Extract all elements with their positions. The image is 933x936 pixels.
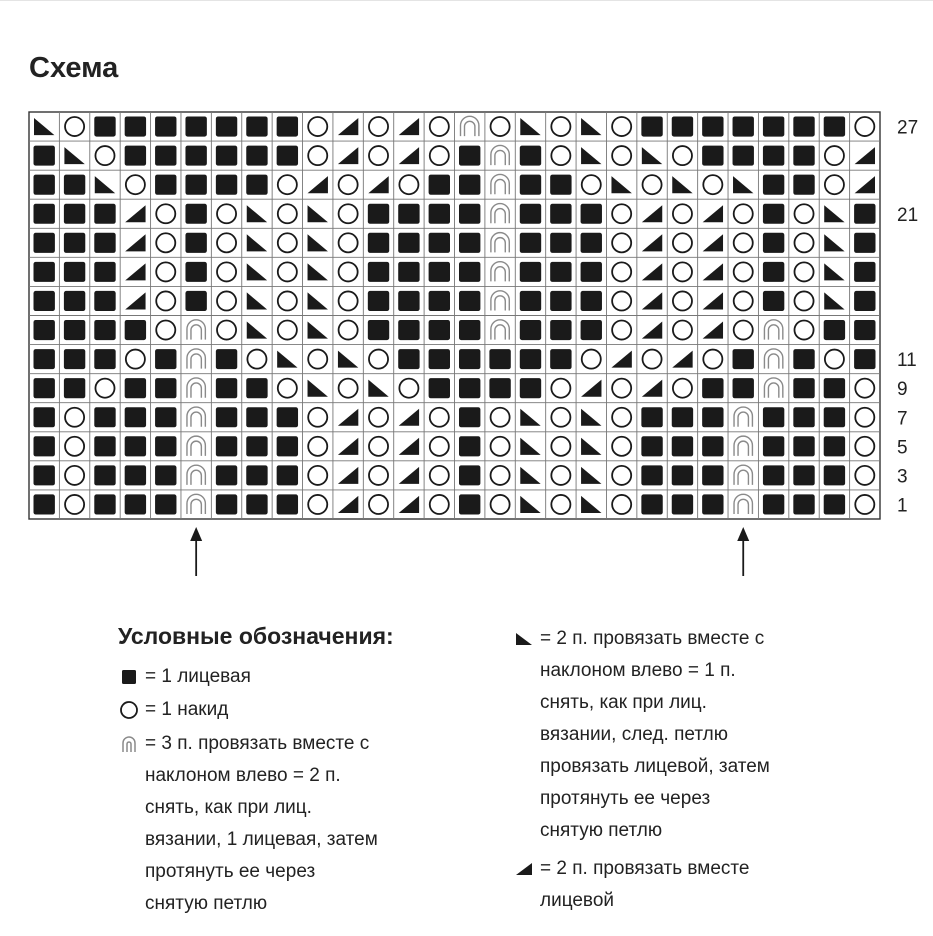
knit-square-icon	[64, 175, 85, 195]
knit-square-icon	[94, 117, 115, 137]
knit-square-icon	[34, 204, 55, 224]
knit-square-icon	[520, 233, 541, 253]
knit-square-icon	[246, 436, 267, 456]
knit-square-icon	[94, 407, 115, 427]
knit-square-icon	[368, 204, 389, 224]
knit-square-icon	[64, 204, 85, 224]
knit-square-icon	[246, 175, 267, 195]
arrow-head	[737, 527, 749, 541]
knit-square-icon	[185, 146, 206, 166]
knit-square-icon	[763, 407, 784, 427]
knit-square-icon	[702, 465, 723, 485]
knit-square-icon	[64, 233, 85, 253]
knit-square-icon	[64, 320, 85, 340]
knit-square-icon	[550, 233, 571, 253]
knit-square-icon	[763, 436, 784, 456]
knit-square-icon	[550, 320, 571, 340]
knit-square-icon	[34, 465, 55, 485]
knit-square-icon	[824, 465, 845, 485]
knit-square-icon	[824, 117, 845, 137]
knit-square-icon	[125, 320, 146, 340]
row-number: 3	[897, 466, 908, 488]
knit-square-icon	[702, 378, 723, 398]
arrow-head	[190, 527, 202, 541]
yarn-over-circle-icon	[118, 694, 140, 726]
knit-square-icon	[34, 436, 55, 456]
knit-square-icon	[216, 494, 237, 514]
knit-square-icon	[793, 117, 814, 137]
knit-square-icon	[459, 349, 480, 369]
knit-square-icon	[520, 204, 541, 224]
knit-square-icon	[185, 175, 206, 195]
knit-square-icon	[581, 204, 602, 224]
knit-square-icon	[520, 175, 541, 195]
knit-square-icon	[702, 436, 723, 456]
knit-square-icon	[429, 349, 450, 369]
knit-square-icon	[793, 465, 814, 485]
knit-square-icon	[429, 175, 450, 195]
knit-square-icon	[155, 175, 176, 195]
knit-square-icon	[94, 494, 115, 514]
knit-square-icon	[641, 465, 662, 485]
knit-square-icon	[520, 378, 541, 398]
knit-square-icon	[550, 204, 571, 224]
knit-square-icon	[398, 204, 419, 224]
row-number: 21	[897, 204, 919, 226]
knit-square-icon	[125, 465, 146, 485]
knit-square-icon	[34, 262, 55, 282]
knit-square-icon	[246, 494, 267, 514]
knit-square-icon	[216, 436, 237, 456]
knit-square-icon	[489, 349, 510, 369]
knit-square-icon	[520, 291, 541, 311]
knit-square-icon	[702, 494, 723, 514]
knit-square-icon	[672, 465, 693, 485]
knit-square-icon	[733, 378, 754, 398]
knit-square-icon	[277, 436, 298, 456]
knit-square-icon	[702, 407, 723, 427]
knit-square-icon	[94, 204, 115, 224]
knit-square-icon	[125, 407, 146, 427]
knit-square-icon	[246, 407, 267, 427]
knit-square-icon	[155, 465, 176, 485]
knit-square-icon	[368, 233, 389, 253]
knit-square-icon	[793, 494, 814, 514]
row-number: 5	[897, 437, 908, 459]
knit-square-icon	[459, 436, 480, 456]
knit-square-icon	[64, 349, 85, 369]
knit-square-icon	[459, 175, 480, 195]
knit-square-icon	[672, 117, 693, 137]
knit-square-icon	[398, 233, 419, 253]
knit-square-icon	[854, 291, 875, 311]
row-number: 9	[897, 379, 908, 401]
knit-square-icon	[277, 146, 298, 166]
knit-square-icon	[155, 349, 176, 369]
row-number: 11	[897, 350, 917, 372]
legend-text-arch: = 3 п. провязать вместе с наклоном влево = 2 п. снять, как при лиц. вязании, 1 лицевая, затем протянуть ее через снятую петлю	[145, 733, 378, 914]
knit-square-icon	[733, 117, 754, 137]
knit-square-icon	[550, 262, 571, 282]
page-title: Схема	[29, 52, 119, 84]
knit-square-icon	[763, 146, 784, 166]
knit-square-icon	[763, 233, 784, 253]
knit-square-icon	[34, 378, 55, 398]
knit-square-icon	[581, 233, 602, 253]
knit-square-icon	[368, 291, 389, 311]
knit-square-icon	[125, 378, 146, 398]
knit-square-icon	[793, 146, 814, 166]
knit-square-icon	[581, 291, 602, 311]
legend-text-knit: = 1 лицевая	[145, 666, 251, 687]
knit-square-icon	[733, 349, 754, 369]
knit-square-icon	[763, 204, 784, 224]
row-number: 1	[897, 495, 908, 517]
row-number: 7	[897, 408, 908, 430]
up-arrow-icon	[737, 527, 749, 576]
knit-square-icon	[763, 262, 784, 282]
knit-square-icon	[824, 494, 845, 514]
knit-square-icon	[672, 436, 693, 456]
knit-square-icon	[520, 349, 541, 369]
knit-square-icon	[459, 320, 480, 340]
knit-square-icon	[246, 146, 267, 166]
legend-item-right-slant	[513, 853, 749, 917]
knit-square-icon	[94, 349, 115, 369]
knit-square-icon	[398, 262, 419, 282]
knit-square-icon	[34, 233, 55, 253]
knit-square-icon	[118, 661, 140, 693]
knit-square-icon	[641, 117, 662, 137]
knit-square-icon	[641, 407, 662, 427]
knit-square-icon	[277, 494, 298, 514]
knit-square-icon	[763, 291, 784, 311]
knit-square-icon	[185, 291, 206, 311]
legend-item-left-slant	[513, 623, 770, 847]
knit-square-icon	[368, 262, 389, 282]
knit-square-icon	[94, 436, 115, 456]
knit-square-icon	[216, 117, 237, 137]
knit-square-icon	[854, 320, 875, 340]
knit-square-icon	[125, 117, 146, 137]
knit-square-icon	[94, 465, 115, 485]
knit-square-icon	[550, 291, 571, 311]
knit-square-icon	[520, 146, 541, 166]
knit-square-icon	[277, 407, 298, 427]
knit-square-icon	[185, 233, 206, 253]
knit-square-icon	[793, 436, 814, 456]
knit-square-icon	[520, 262, 541, 282]
knit-square-icon	[246, 465, 267, 485]
knit-square-icon	[155, 436, 176, 456]
knit-square-icon	[429, 204, 450, 224]
knit-square-icon	[94, 291, 115, 311]
knit-square-icon	[368, 320, 389, 340]
row-number: 27	[897, 117, 919, 139]
knit-square-icon	[34, 175, 55, 195]
knit-square-icon	[854, 204, 875, 224]
knit-square-icon	[94, 262, 115, 282]
knit-square-icon	[793, 378, 814, 398]
knit-square-icon	[216, 175, 237, 195]
knit-square-icon	[854, 262, 875, 282]
knit-square-icon	[581, 262, 602, 282]
knit-square-icon	[429, 291, 450, 311]
knit-square-icon	[459, 465, 480, 485]
knit-square-icon	[459, 494, 480, 514]
knit-square-icon	[824, 320, 845, 340]
knit-square-icon	[429, 233, 450, 253]
knit-square-icon	[733, 146, 754, 166]
knit-square-icon	[459, 291, 480, 311]
knit-square-icon	[641, 494, 662, 514]
knit-square-icon	[64, 378, 85, 398]
knit-square-icon	[459, 146, 480, 166]
knit-square-icon	[64, 291, 85, 311]
knit-square-icon	[34, 494, 55, 514]
knit-square-icon	[34, 320, 55, 340]
knit-square-icon	[763, 465, 784, 485]
up-arrow-icon	[190, 527, 202, 576]
knit-square-icon	[550, 175, 571, 195]
knit-square-icon	[398, 320, 419, 340]
knit-square-icon	[793, 175, 814, 195]
knit-square-icon	[34, 291, 55, 311]
knit-square-icon	[854, 349, 875, 369]
knit-square-icon	[398, 291, 419, 311]
knit-square-icon	[155, 494, 176, 514]
left-slant-triangle-icon	[513, 623, 535, 655]
knit-square-icon	[246, 117, 267, 137]
knit-square-icon	[34, 146, 55, 166]
knit-square-icon	[824, 378, 845, 398]
knit-square-icon	[34, 407, 55, 427]
knit-square-icon	[155, 117, 176, 137]
knit-square-icon	[185, 117, 206, 137]
legend-item-knit	[118, 661, 251, 693]
knit-square-icon	[550, 349, 571, 369]
knit-square-icon	[94, 233, 115, 253]
knit-square-icon	[246, 378, 267, 398]
knit-square-icon	[854, 233, 875, 253]
right-slant-triangle-icon	[513, 853, 535, 885]
knit-square-icon	[429, 378, 450, 398]
knit-square-icon	[277, 465, 298, 485]
knit-square-icon	[185, 262, 206, 282]
knit-square-icon	[155, 407, 176, 427]
knit-square-icon	[702, 146, 723, 166]
knit-square-icon	[459, 233, 480, 253]
legend-title: Условные обозначения:	[118, 623, 394, 649]
knit-square-icon	[672, 494, 693, 514]
legend-item-yarn-over	[118, 694, 228, 726]
knit-square-icon	[216, 378, 237, 398]
legend-text-right-slant: = 2 п. провязать вместе лицевой	[540, 858, 750, 911]
knit-square-icon	[125, 146, 146, 166]
knit-square-icon	[702, 117, 723, 137]
knit-square-icon	[429, 262, 450, 282]
knit-square-icon	[216, 349, 237, 369]
knit-square-icon	[672, 407, 693, 427]
knit-square-icon	[216, 407, 237, 427]
knit-square-icon	[277, 117, 298, 137]
knit-square-icon	[429, 320, 450, 340]
knit-square-icon	[34, 349, 55, 369]
knit-square-icon	[94, 320, 115, 340]
knit-square-icon	[216, 146, 237, 166]
knit-square-icon	[125, 494, 146, 514]
knit-square-icon	[641, 436, 662, 456]
knit-square-icon	[763, 117, 784, 137]
knit-square-icon	[763, 175, 784, 195]
knit-square-icon	[824, 407, 845, 427]
knit-square-icon	[489, 378, 510, 398]
knit-square-icon	[155, 378, 176, 398]
knit-square-icon	[793, 349, 814, 369]
knit-square-icon	[459, 378, 480, 398]
knit-square-icon	[185, 204, 206, 224]
knit-square-icon	[155, 146, 176, 166]
knit-square-icon	[459, 204, 480, 224]
knit-square-icon	[824, 436, 845, 456]
knit-square-icon	[64, 262, 85, 282]
legend-text-yarn-over: = 1 накид	[145, 699, 229, 720]
knit-square-icon	[459, 407, 480, 427]
knit-square-icon	[581, 320, 602, 340]
knit-square-icon	[793, 407, 814, 427]
arch-decrease-icon	[118, 728, 140, 760]
legend-text-left-slant: = 2 п. провязать вместе с наклоном влево = 1 п. снять, как при лиц. вязании, след. петлю провязать лицевой, затем протянуть ее через снятую петлю	[540, 628, 770, 841]
knit-square-icon	[520, 320, 541, 340]
knit-square-icon	[763, 494, 784, 514]
knit-square-icon	[398, 349, 419, 369]
knit-square-icon	[125, 436, 146, 456]
legend-item-arch	[118, 728, 378, 920]
knit-square-icon	[216, 465, 237, 485]
knit-square-icon	[459, 262, 480, 282]
